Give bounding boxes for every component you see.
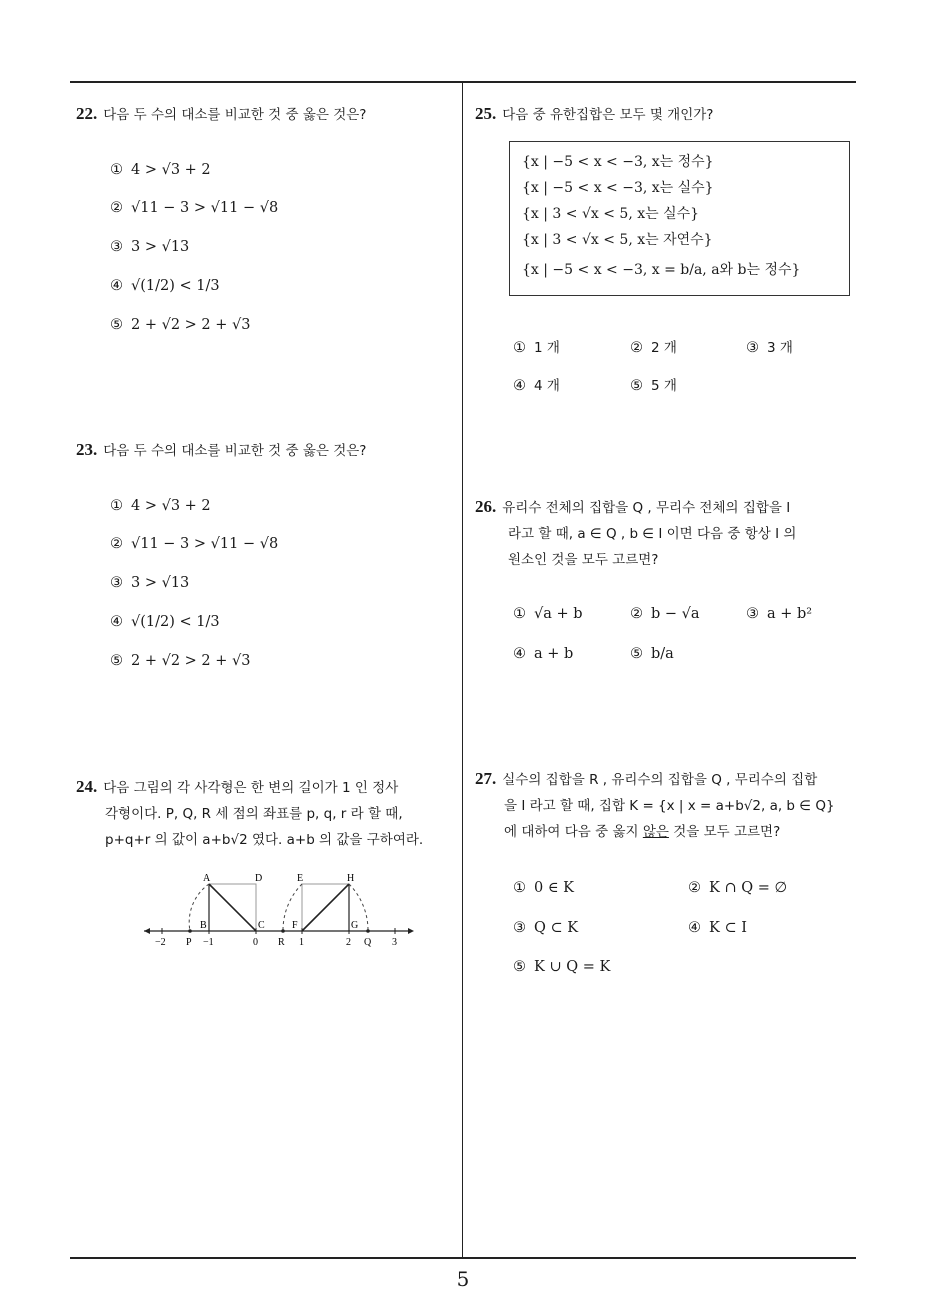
q22-option-5[interactable]: ⑤ 2 + √2 > 2 + √3 xyxy=(110,317,251,333)
axis-label: R xyxy=(278,937,285,948)
question-text: 다음 두 수의 대소를 비교한 것 중 옳은 것은? xyxy=(103,443,367,459)
point-label-e: E xyxy=(297,873,304,884)
question-24: 24. 다음 그림의 각 사각형은 한 변의 길이가 1 인 정사 각형이다. P, Q, R 세 점의 좌표를 p, q, r 라 할 때, p+q+r 의 값이 a+b√2 였다. a+b 의 값을 구하여라. xyxy=(76,777,424,848)
q26-option-1[interactable]: ① √a + b xyxy=(513,606,583,622)
axis-label: 3 xyxy=(392,937,397,948)
q23-option-3[interactable]: ③ 3 > √13 xyxy=(110,575,190,591)
question-number: 22. xyxy=(76,104,98,123)
page-number: 5 xyxy=(456,1267,470,1291)
question-text: 다음 두 수의 대소를 비교한 것 중 옳은 것은? xyxy=(103,107,367,123)
number-line-figure xyxy=(140,868,420,950)
q26-option-3[interactable]: ③ a + b² xyxy=(746,606,813,622)
q26-option-5[interactable]: ⑤ b/a xyxy=(630,646,674,662)
question-25 xyxy=(475,101,713,128)
q25-option-2[interactable]: ② 2 개 xyxy=(630,340,677,356)
axis-label: 2 xyxy=(346,937,351,948)
question-number: 24. xyxy=(76,777,98,796)
question-22 xyxy=(76,101,366,128)
q22-option-2[interactable]: ② √11 − 3 > √11 − √8 xyxy=(110,200,279,216)
axis-label: 0 xyxy=(253,937,258,948)
set-line-1: {x | −5 < x < −3, x는 정수} xyxy=(522,154,714,170)
axis-label: 1 xyxy=(299,937,304,948)
set-line-3: {x | 3 < √x < 5, x는 실수} xyxy=(522,206,700,222)
q25-option-1[interactable]: ① 1 개 xyxy=(513,340,560,356)
q26-option-4[interactable]: ④ a + b xyxy=(513,646,574,662)
question-number: 25. xyxy=(475,104,497,123)
point-label-b: B xyxy=(200,920,207,931)
question-27: 27. 실수의 집합을 R , 유리수의 집합을 Q , 무리수의 집합 을 I 라고 할 때, 집합 K = {x | x = a+b√2, a, b ∈ Q} 에 대하여 다음 중 옳지 않은 것을 모두 고르면? xyxy=(475,769,835,840)
point-label-c: C xyxy=(258,920,265,931)
q23-option-5[interactable]: ⑤ 2 + √2 > 2 + √3 xyxy=(110,653,251,669)
q27-option-3[interactable]: ③ Q ⊂ K xyxy=(513,920,579,936)
q25-option-5[interactable]: ⑤ 5 개 xyxy=(630,378,677,394)
q27-option-5[interactable]: ⑤ K ∪ Q = K xyxy=(513,959,611,975)
column-divider xyxy=(462,82,463,1258)
q23-option-2[interactable]: ② √11 − 3 > √11 − √8 xyxy=(110,536,279,552)
set-line-4: {x | 3 < √x < 5, x는 자연수} xyxy=(522,232,713,248)
point-label-h: H xyxy=(347,873,355,884)
q23-option-1[interactable]: ① 4 > √3 + 2 xyxy=(110,498,211,514)
q27-option-1[interactable]: ① 0 ∈ K xyxy=(513,880,575,896)
set-line-5: {x | −5 < x < −3, x = b/a, a와 b는 정수} xyxy=(522,262,801,278)
point-label-g: G xyxy=(351,920,359,931)
question-number: 26. xyxy=(475,497,497,516)
q22-option-3[interactable]: ③ 3 > √13 xyxy=(110,239,190,255)
q22-option-1[interactable]: ① 4 > √3 + 2 xyxy=(110,162,211,178)
q27-option-4[interactable]: ④ K ⊂ I xyxy=(688,920,747,936)
question-text: 다음 중 유한집합은 모두 몇 개인가? xyxy=(502,107,714,123)
q23-option-4[interactable]: ④ √(1/2) < 1/3 xyxy=(110,614,220,630)
question-26: 26. 유리수 전체의 집합을 Q , 무리수 전체의 집합을 I 라고 할 때, a ∈ Q , b ∈ I 이면 다음 중 항상 I 의 원소인 것을 모두 고르면? xyxy=(475,497,797,568)
underlined-word: 않은 xyxy=(642,824,669,840)
q25-option-4[interactable]: ④ 4 개 xyxy=(513,378,560,394)
bottom-rule xyxy=(70,1257,856,1259)
axis-label: −2 xyxy=(155,937,166,948)
q27-option-2[interactable]: ② K ∩ Q = ∅ xyxy=(688,880,788,896)
question-number: 23. xyxy=(76,440,98,459)
set-line-2: {x | −5 < x < −3, x는 실수} xyxy=(522,180,714,196)
q26-option-2[interactable]: ② b − √a xyxy=(630,606,700,622)
top-rule xyxy=(70,81,856,83)
axis-label: −1 xyxy=(203,937,214,948)
q22-option-4[interactable]: ④ √(1/2) < 1/3 xyxy=(110,278,220,294)
axis-label: Q xyxy=(364,937,372,948)
point-label-f: F xyxy=(292,920,298,931)
point-label-a: A xyxy=(203,873,211,884)
axis-label: P xyxy=(186,937,192,948)
question-number: 27. xyxy=(475,769,497,788)
question-23 xyxy=(76,437,366,464)
q25-option-3[interactable]: ③ 3 개 xyxy=(746,340,793,356)
point-label-d: D xyxy=(255,873,263,884)
